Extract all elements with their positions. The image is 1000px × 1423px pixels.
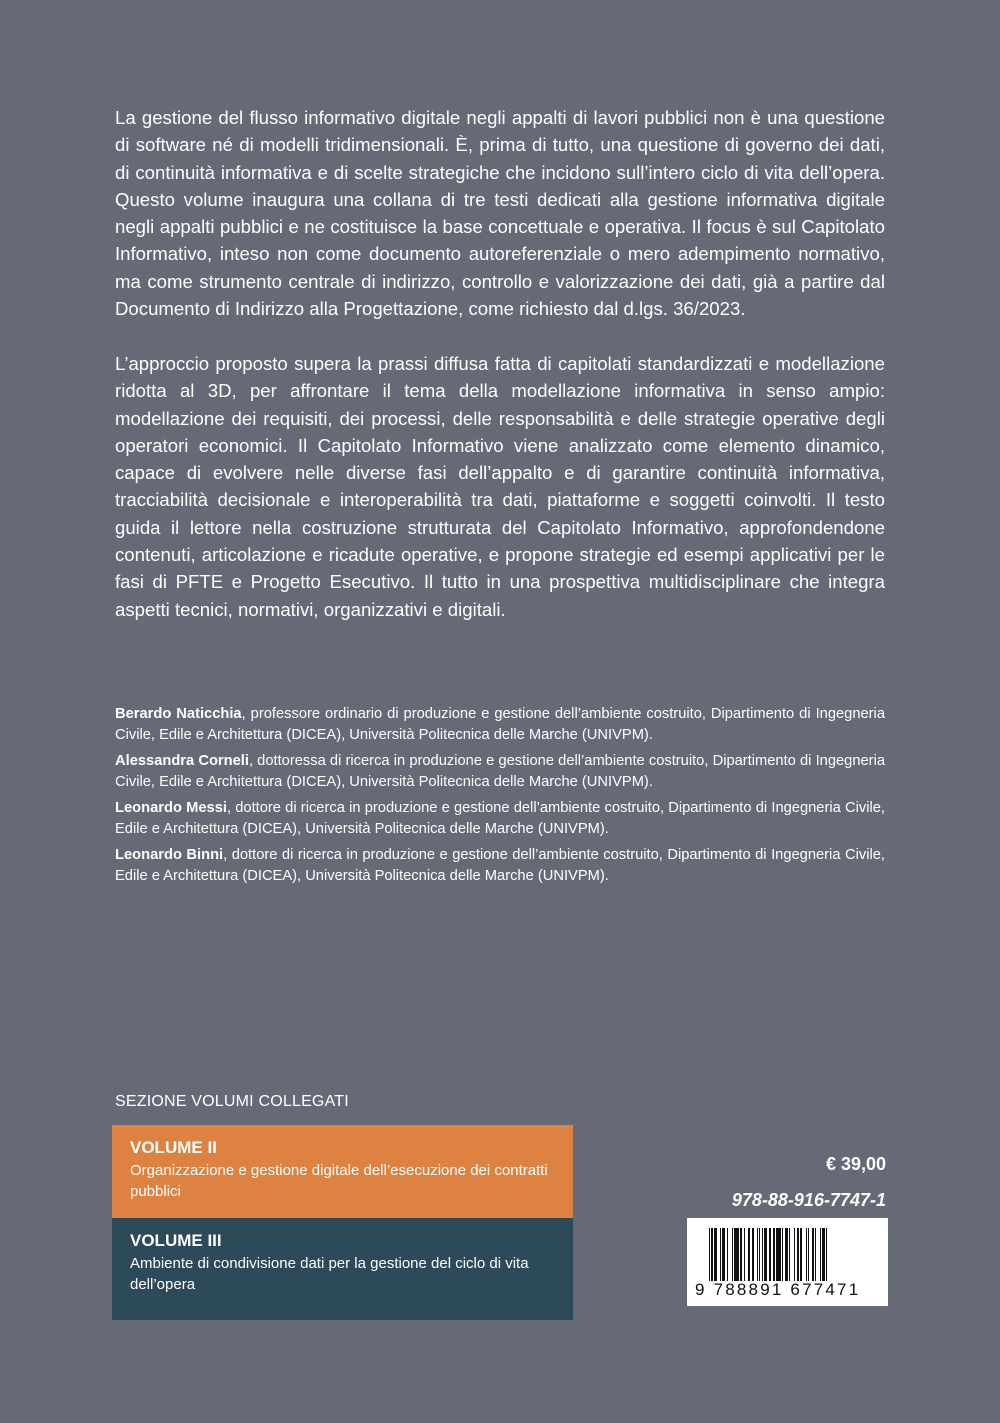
author-entry xyxy=(115,704,885,746)
author-entry xyxy=(115,845,885,887)
authors-list xyxy=(115,704,885,892)
volume-description: Organizzazione e gestione digitale dell’esecuzione dei contratti pubblici xyxy=(130,1162,548,1200)
author-entry xyxy=(115,751,885,793)
author-bio: , professore ordinario di produzione e gestione dell’ambiente costruito, Dipartimento di Ingegneria Civile, Edile e Architettura (DICEA), Università Politecnica delle Marche (UNIVPM). xyxy=(115,706,885,743)
barcode xyxy=(687,1218,888,1306)
isbn: 978-88-916-7747-1 xyxy=(731,1190,886,1210)
author-name: Berardo Naticchia xyxy=(115,706,242,722)
related-volume-ii xyxy=(112,1125,573,1218)
related-volume-iii xyxy=(112,1218,573,1320)
volume-title: VOLUME II xyxy=(130,1138,217,1157)
description-paragraph-1: La gestione del flusso informativo digitale negli appalti di lavori pubblici non è una questione di software né di modelli tridimensionali. È, prima di tutto, una questione di governo dei dati, di continuità informativa e di scelte strategiche che incidono sull’intero ciclo di vita dell’opera. Questo volume inaugura una collana di tre testi dedicati alla gestione informativa digitale negli appalti pubblici e ne costituisce la base concettuale e operativa. Il focus è sul Capitolato Informativo, inteso non come documento autoreferenziale o mero adempimento normativo, ma come strumento centrale di indirizzo, controllo e valorizzazione dei dati, già a partire dal Documento di Indirizzo alla Progettazione, come richiesto dal d.lgs. 36/2023. xyxy=(115,107,885,320)
barcode-bars xyxy=(709,1228,875,1281)
author-bio: , dottore di ricerca in produzione e gestione dell’ambiente costruito, Dipartimento di Ingegneria Civile, Edile e Architettura (DICEA), Università Politecnica delle Marche (UNIVPM). xyxy=(115,800,885,837)
author-bio: , dottore di ricerca in produzione e gestione dell’ambiente costruito, Dipartimento di Ingegneria Civile, Edile e Architettura (DICEA), Università Politecnica delle Marche (UNIVPM). xyxy=(115,847,885,884)
related-volumes-heading: SEZIONE VOLUMI COLLEGATI xyxy=(115,1093,349,1110)
description-paragraph-2: L’approccio proposto supera la prassi diffusa fatta di capitolati standardizzati e modellazione ridotta al 3D, per affrontare il tema della modellazione informativa in senso ampio: modellazione dei requisiti, dei processi, delle responsabilità e delle strategie operative degli operatori economici. Il Capitolato Informativo viene analizzato come elemento dinamico, capace di evolvere nelle diverse fasi dell’appalto e di garantire continuità informativa, tracciabilità decisionale e interoperabilità tra dati, piattaforme e soggetti coinvolti. Il testo guida il lettore nella costruzione strutturata del Capitolato Informativo, approfondendone contenuti, articolazione e ricadute operative, e propone strategie ed esempi applicativi per le fasi di PFTE e Progetto Esecutivo. Il tutto in una prospettiva multidisciplinare che integra aspetti tecnici, normativi, organizzativi e digitali. xyxy=(115,353,885,620)
author-name: Leonardo Binni xyxy=(115,847,224,863)
barcode-bar xyxy=(827,1228,828,1281)
author-bio: , dottoressa di ricerca in produzione e gestione dell’ambiente costruito, Dipartimento di Ingegneria Civile, Edile e Architettura (DICEA), Università Politecnica delle Marche (UNIVPM). xyxy=(115,753,886,790)
author-entry xyxy=(115,798,885,840)
volume-title: VOLUME III xyxy=(130,1231,222,1250)
barcode-digits: 9 788891 677471 xyxy=(695,1280,861,1299)
price: € 39,00 xyxy=(825,1154,886,1174)
author-name: Alessandra Corneli xyxy=(115,753,249,769)
author-name: Leonardo Messi xyxy=(115,800,227,816)
volume-description: Ambiente di condivisione dati per la gestione del ciclo di vita dell’opera xyxy=(130,1255,529,1293)
